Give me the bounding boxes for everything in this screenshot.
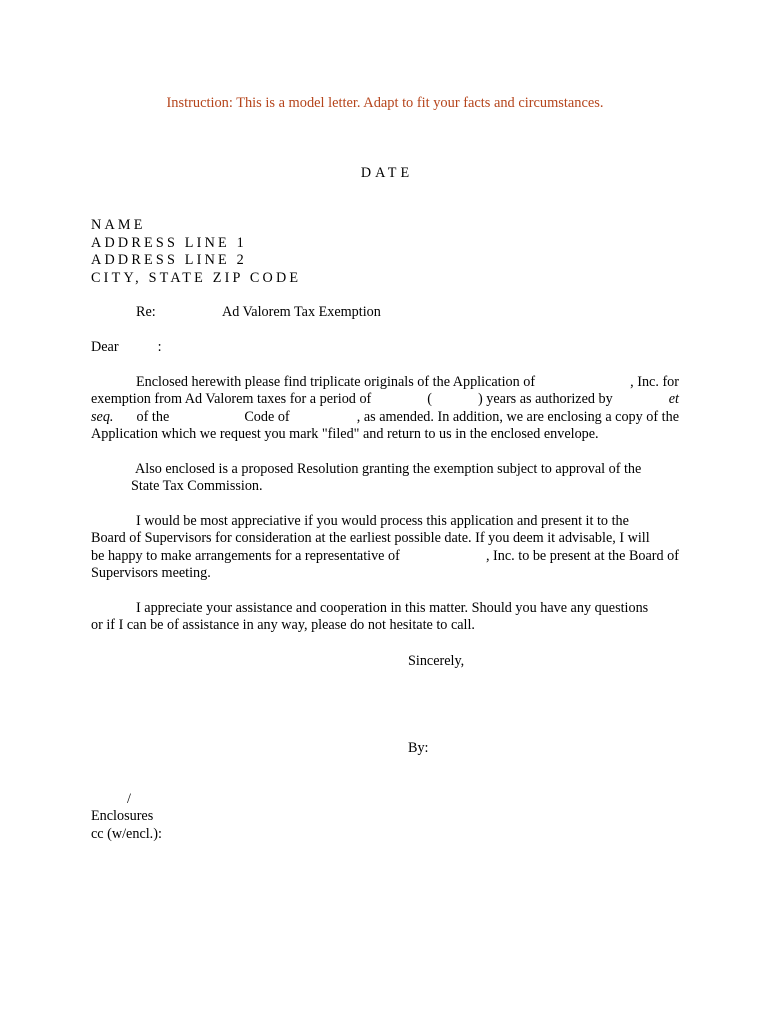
p1-line2-d: et bbox=[668, 391, 679, 408]
p3-line3-b: , Inc. to be present at the Board of bbox=[485, 547, 679, 564]
p1-line3-b: of the bbox=[136, 408, 170, 425]
p4-line2: or if I can be of assistance in any way, please do not hesitate to call. bbox=[91, 617, 475, 634]
re-line bbox=[136, 304, 381, 321]
address-line-1: ADDRESS LINE 1 bbox=[91, 234, 247, 251]
p1-line2-b: ( bbox=[427, 391, 432, 408]
paragraph-appreciation bbox=[91, 600, 679, 635]
p1-line2-c: ) years as authorized by bbox=[478, 391, 613, 408]
cc-note: cc (w/encl.): bbox=[91, 826, 162, 842]
typist-initials: / bbox=[127, 791, 131, 807]
closing-sincerely: Sincerely, bbox=[408, 653, 465, 669]
date-line: DATE bbox=[360, 165, 414, 181]
salutation bbox=[91, 339, 162, 356]
re-label: Re: bbox=[136, 304, 156, 320]
paragraph-process-request bbox=[91, 513, 679, 583]
p3-line1: I would be most appreciative if you would process this application and present it to the bbox=[136, 513, 629, 529]
p1-line3-c: Code of bbox=[244, 408, 290, 425]
p3-line4: Supervisors meeting. bbox=[91, 565, 211, 582]
recipient-name: NAME bbox=[91, 217, 146, 233]
p4-line1: I appreciate your assistance and cooperation in this matter. Should you have any questions bbox=[136, 600, 649, 616]
paragraph-resolution bbox=[131, 461, 679, 496]
recipient-address bbox=[91, 217, 301, 287]
paragraph-enclosed-application bbox=[91, 374, 679, 444]
salutation-colon: : bbox=[157, 339, 162, 355]
p1-line1-b: , Inc. for bbox=[630, 374, 679, 390]
p3-line2: Board of Supervisors for consideration at the earliest possible date. If you deem it advisable, I will bbox=[91, 530, 650, 547]
p1-line3-a: seq. bbox=[91, 408, 114, 425]
p2-line1: Also enclosed is a proposed Resolution granting the exemption subject to approval of the bbox=[135, 461, 642, 477]
enclosures-note: Enclosures bbox=[91, 808, 154, 824]
p1-line3-d: , as amended. In addition, we are enclosing a copy of the bbox=[356, 408, 679, 425]
address-city-state-zip: CITY, STATE ZIP CODE bbox=[91, 269, 302, 286]
instruction-note: Instruction: This is a model letter. Adapt to fit your facts and circumstances. bbox=[166, 95, 604, 111]
p1-line1-a: Enclosed herewith please find triplicate originals of the Application of bbox=[136, 374, 536, 390]
closing-by: By: bbox=[408, 740, 429, 756]
re-subject: Ad Valorem Tax Exemption bbox=[222, 304, 381, 320]
salutation-dear: Dear bbox=[91, 339, 119, 355]
p1-line2-a: exemption from Ad Valorem taxes for a period of bbox=[91, 391, 372, 408]
address-line-2: ADDRESS LINE 2 bbox=[91, 252, 247, 268]
p2-line2: State Tax Commission. bbox=[131, 478, 263, 495]
p1-line4: Application which we request you mark "filed" and return to us in the enclosed envelope. bbox=[91, 426, 599, 443]
p3-line3-a: be happy to make arrangements for a representative of bbox=[91, 547, 400, 564]
